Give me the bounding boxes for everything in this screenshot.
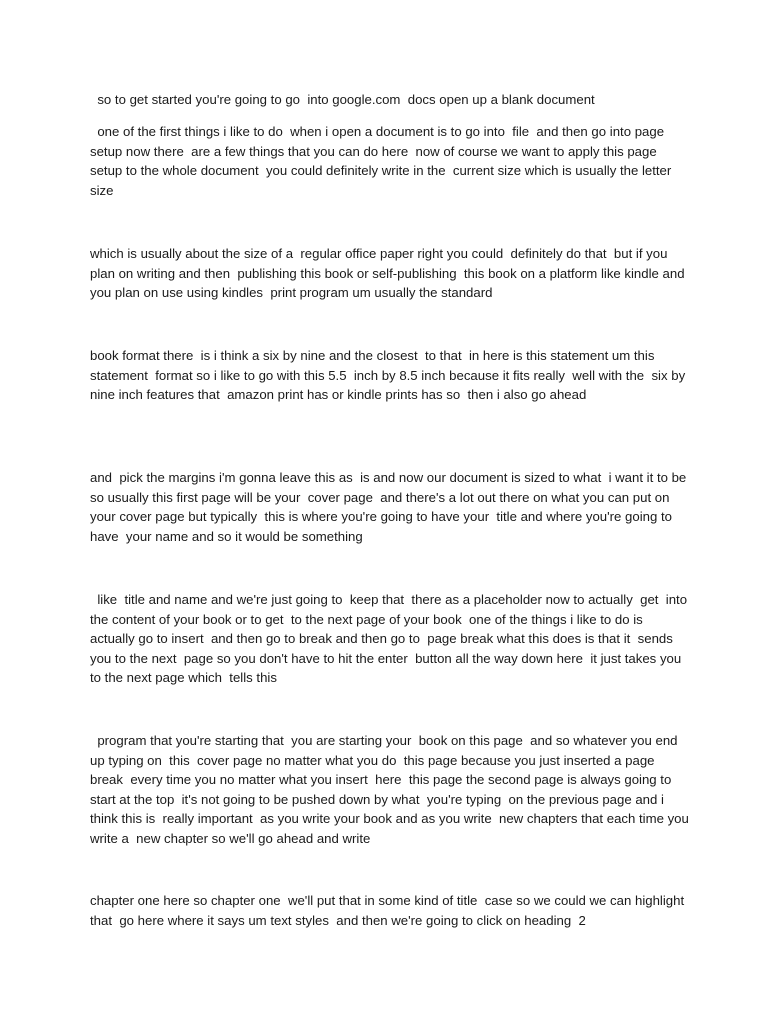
transcript-paragraph-5: and pick the margins i'm gonna leave this as is and now our document is sized to what i want it to be so usually this first page will be your cover page and there's a lot out there on what you can put on your cover page but typically this is where you're going to have your title and where you're going to have your name and so it would be something xyxy=(90,470,694,544)
transcript-paragraph-7: program that you're starting that you are starting your book on this page and so whatever you end up typing on this cover page no matter what you do this page because you just inserted a page break every time you no matter what you insert here this page the second page is always going to start at the top it's not going to be pushed down by what you're typing on the previous page and i think this is really important as you write your book and as you write new chapters that each time you write a new chapter so we'll go ahead and write xyxy=(90,733,693,846)
transcript-paragraph-3: which is usually about the size of a regular office paper right you could definitely do that but if you plan on writing and then publishing this book or self-publishing this book on a platform like kindle and you plan on use using kindles print program um usually the standard xyxy=(90,246,689,301)
transcript-paragraph-6: like title and name and we're just going to keep that there as a placeholder now to actually get into the content of your book or to get to the next page of your book one of the things i like to do is actually go to insert and then go to break and then go to page break what this does is that it sends you to the next page so you don't have to hit the enter button all the way down here it just takes you to the next page which tells this xyxy=(90,592,691,686)
transcript-paragraph-4: book format there is i think a six by nine and the closest to that in here is this statement um this statement format so i like to go with this 5.5 inch by 8.5 inch because it fits really well with the six by nine inch features that amazon print has or kindle prints has so then i also go ahead xyxy=(90,348,689,403)
transcript-paragraph-8: chapter one here so chapter one we'll put that in some kind of title case so we could we can highlight that go here where it says um text styles and then we're going to click on heading 2 xyxy=(90,893,688,928)
transcript-paragraph-2: one of the first things i like to do when i open a document is to go into file and then go into page setup now there are a few things that you can do here now of course we want to apply this page setup to the whole document you could definitely write in the current size which is usually the letter size xyxy=(90,124,679,198)
transcript-paragraph-1: so to get started you're going to go into google.com docs open up a blank document xyxy=(90,92,595,107)
